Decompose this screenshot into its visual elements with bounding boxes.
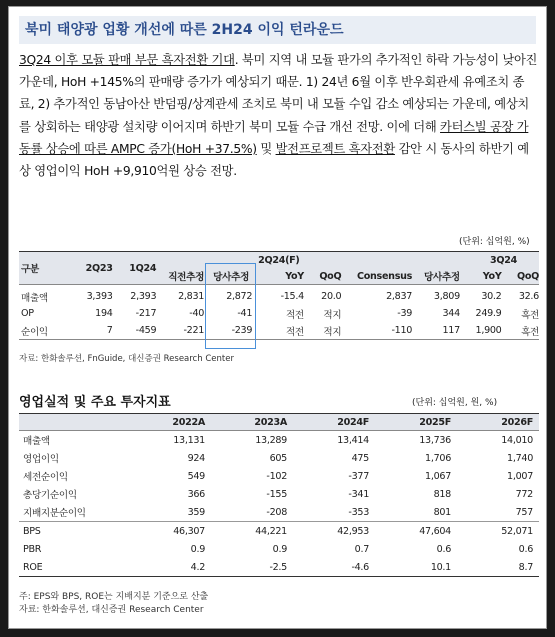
cell: -110 xyxy=(341,322,412,340)
cell: -377 xyxy=(348,470,369,482)
cell: 8.7 xyxy=(457,558,539,577)
cell: -39 xyxy=(397,308,413,319)
cell: 2,831 xyxy=(178,291,205,302)
cell: 1,900 xyxy=(460,322,502,340)
group-header-2q24: 2Q24(F) xyxy=(156,252,341,269)
table1-unit: (단위: 십억원, %) xyxy=(459,237,530,247)
cell: 924 xyxy=(187,452,205,464)
row-label: 세전순이익 xyxy=(23,472,68,483)
table-row xyxy=(19,449,539,467)
cell: -221 xyxy=(156,322,204,340)
cell: 4.2 xyxy=(129,558,211,577)
cell: 적전 xyxy=(258,322,304,340)
cell: -341 xyxy=(348,488,369,500)
cell: -41 xyxy=(237,308,253,319)
col-header: 당사추정 xyxy=(204,268,258,285)
cell: 30.2 xyxy=(481,291,502,302)
table2-source: 자료: 한화솔루션, 대신증권 Research Center xyxy=(19,605,204,615)
row-label: 총당기순이익 xyxy=(23,490,77,501)
col-header: 2024F xyxy=(293,414,375,431)
cell: 14,010 xyxy=(501,434,533,446)
cell: -208 xyxy=(266,506,287,518)
row-label: 순이익 xyxy=(19,322,69,340)
table1-source: 자료: 한화솔루션, FnGuide, 대신증권 Research Center xyxy=(19,354,234,364)
cell: 52,071 xyxy=(457,522,539,541)
col-header: 2023A xyxy=(211,414,293,431)
cell: 0.7 xyxy=(354,543,369,555)
cell: 757 xyxy=(515,506,533,518)
cell: -217 xyxy=(135,308,157,319)
cell: 10.1 xyxy=(375,558,457,577)
table-row xyxy=(19,467,539,485)
cell: 344 xyxy=(442,308,460,319)
col-header-blank xyxy=(19,414,129,431)
cell: 1,067 xyxy=(425,470,451,482)
earnings-estimate-table xyxy=(19,251,539,340)
cell: 194 xyxy=(95,308,113,319)
summary-paragraph xyxy=(19,49,539,182)
cell: 42,953 xyxy=(293,522,375,541)
cell: 475 xyxy=(351,452,369,464)
body-text-1: . 북미 지역 내 모듈 판가의 추가적인 하락 가능성이 낮아진 가운데, HoH +145%의 판매량 증가가 예상되기 때문. 1) 24년 6월 이후 반우회관세 유예조치 종료, 2) 추가적인 동남아산 반덤핑/상계관세 조치로 북미 내 모듈 수입 감소 예상되는 가운데, 예상치를 상회하는 태양광 설치량 이어지며 하반기 북미 모듈 수급 개선 전망. 이에 더해 xyxy=(19,53,538,134)
table2-header-row xyxy=(19,414,539,431)
cell: -155 xyxy=(266,488,287,500)
cell: 13,736 xyxy=(419,434,451,446)
cell: 흑전 xyxy=(521,309,539,321)
cell: 7 xyxy=(69,322,113,340)
row-label: ROE xyxy=(19,558,129,577)
col-header: 당사추정 xyxy=(412,268,460,285)
cell: -2.5 xyxy=(211,558,293,577)
financial-summary-table xyxy=(19,413,539,577)
cell: 0.9 xyxy=(272,543,287,555)
cell: 20.0 xyxy=(321,291,342,302)
cell: 47,604 xyxy=(375,522,457,541)
col-header: 2025F xyxy=(375,414,457,431)
row-label: 매출액 xyxy=(21,292,48,304)
table-row xyxy=(19,558,539,577)
col-header: 2026F xyxy=(457,414,539,431)
cell: 2,837 xyxy=(386,291,413,302)
cell: 0.9 xyxy=(190,543,205,555)
cell: 적전 xyxy=(285,309,304,321)
table-row xyxy=(19,522,539,541)
table-row xyxy=(19,540,539,558)
cell: -102 xyxy=(266,470,287,482)
cell: 1,007 xyxy=(507,470,533,482)
row-label: BPS xyxy=(19,522,129,541)
cell: -40 xyxy=(189,308,205,319)
table2-note: 주: EPS와 BPS, ROE는 지배지분 기준으로 산출 xyxy=(19,592,209,602)
cell: 1,740 xyxy=(507,452,533,464)
highlight-text-3: 발전프로젝트 흑자전환 xyxy=(275,141,395,156)
group-header-3q24: 3Q24 xyxy=(341,252,539,269)
col-header: 2022A xyxy=(129,414,211,431)
cell: 359 xyxy=(187,506,205,518)
highlight-text-1: 3Q24 이후 모듈 판매 부문 흑자전환 기대 xyxy=(19,53,235,67)
table2-title: 영업실적 및 주요 투자지표 xyxy=(19,395,171,410)
table-row xyxy=(19,503,539,522)
cell: 3,393 xyxy=(86,291,113,302)
table-row xyxy=(19,431,539,450)
col-header: YoY xyxy=(460,268,502,285)
col-header: QoQ xyxy=(304,268,341,285)
body-text-3: 감안 시 동사의 하반기 예상 영업이익 HoH +9,910억원 상승 전망. xyxy=(19,141,529,179)
cell: 13,131 xyxy=(173,434,205,446)
cell: -239 xyxy=(204,322,258,340)
cell: -353 xyxy=(348,506,369,518)
estimate-highlight-box xyxy=(205,263,256,349)
table-row xyxy=(19,322,539,340)
col-header: 직전추정 xyxy=(156,268,204,285)
cell: 3,809 xyxy=(433,291,460,302)
table-row xyxy=(19,305,539,322)
cell: 249.9 xyxy=(475,308,502,319)
body-text-2: 및 xyxy=(256,141,276,156)
cell: 흑전 xyxy=(501,322,539,340)
cell: 801 xyxy=(433,506,451,518)
cell: 2,872 xyxy=(226,291,253,302)
cell: 32.6 xyxy=(518,291,539,302)
cell: -459 xyxy=(113,322,157,340)
row-label: 지배지분순이익 xyxy=(23,508,86,519)
table2-unit: (단위: 십억원, 원, %) xyxy=(412,398,498,408)
cell: 적지 xyxy=(304,322,341,340)
cell: 0.6 xyxy=(518,543,533,555)
cell: 818 xyxy=(433,488,451,500)
cell: 46,307 xyxy=(129,522,211,541)
report-page xyxy=(8,6,547,629)
section-title: 북미 태양광 업황 개선에 따른 2H24 이익 턴라운드 xyxy=(19,16,536,44)
cell: 772 xyxy=(515,488,533,500)
row-label: OP xyxy=(21,308,34,319)
row-label: 영업이익 xyxy=(23,454,59,465)
cell: 549 xyxy=(187,470,205,482)
col-header: 구분 xyxy=(19,252,69,285)
table-row xyxy=(19,485,539,503)
cell: 0.6 xyxy=(436,543,451,555)
col-header: 1Q24 xyxy=(113,252,157,285)
cell: 366 xyxy=(187,488,205,500)
col-header: YoY xyxy=(258,268,304,285)
highlight-text-2: 카터스빌 공장 가동률 상승에 따른 AMPC 증가(HoH +37.5%) xyxy=(19,119,529,156)
row-label: 매출액 xyxy=(23,436,50,447)
row-label: PBR xyxy=(23,543,42,555)
cell: 2,393 xyxy=(130,291,157,302)
cell: 44,221 xyxy=(211,522,293,541)
cell: 13,414 xyxy=(337,434,369,446)
table1-header-row-1 xyxy=(19,252,539,269)
col-header: QoQ xyxy=(501,268,539,285)
col-header: Consensus xyxy=(341,268,412,285)
cell: 적지 xyxy=(323,309,342,321)
cell: 1,706 xyxy=(425,452,451,464)
cell: 117 xyxy=(412,322,460,340)
cell: 605 xyxy=(269,452,287,464)
table-row xyxy=(19,285,539,306)
col-header: 2Q23 xyxy=(69,252,113,285)
cell: 13,289 xyxy=(255,434,287,446)
cell: -15.4 xyxy=(280,291,304,302)
cell: -4.6 xyxy=(293,558,375,577)
